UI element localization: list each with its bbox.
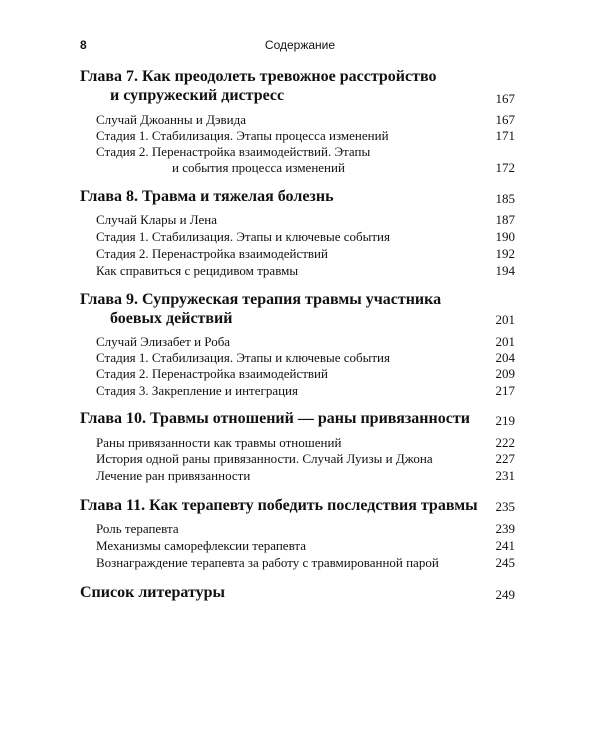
chapter-10-page: 219 [495, 413, 515, 428]
toc-entry-page: 241 [495, 538, 515, 553]
toc-entry[interactable]: Случай Элизабет и Роба [96, 334, 231, 349]
chapter-9-page: 201 [495, 312, 515, 327]
bibliography-page: 249 [495, 587, 515, 602]
chapter-7-title-line1[interactable]: Глава 7. Как преодолеть тревожное расстройство [80, 68, 437, 85]
toc-entry[interactable]: Раны привязанности как травмы отношений [96, 435, 342, 450]
chapter-8-title[interactable]: Глава 8. Травма и тяжелая болезнь [80, 188, 334, 205]
bibliography-title[interactable]: Список литературы [80, 584, 225, 601]
chapter-8-page: 185 [495, 191, 515, 206]
toc-entry-page: 167 [495, 112, 515, 127]
toc-entry[interactable]: Стадия 2. Перенастройка взаимодействий [96, 246, 328, 261]
toc-entry[interactable]: Случай Джоанны и Дэвида [96, 112, 247, 127]
toc-entry-line1[interactable]: Стадия 2. Перенастройка взаимодействий. Этапы [96, 144, 371, 159]
chapter-9-title-line1[interactable]: Глава 9. Супружеская терапия травмы участника [80, 291, 442, 308]
page-header [0, 0, 600, 60]
chapter-10-title[interactable]: Глава 10. Травмы отношений — раны привязанности [80, 410, 470, 427]
chapter-11-title[interactable]: Глава 11. Как терапевту победить последствия травмы [80, 497, 478, 514]
toc-entry[interactable]: Стадия 1. Стабилизация. Этапы и ключевые события [96, 350, 390, 365]
toc-entry-page: 245 [495, 555, 515, 570]
running-title: Содержание [264, 38, 336, 52]
toc-entry-page: 239 [495, 521, 515, 536]
toc-entry-page: 172 [495, 160, 515, 175]
toc-entry-page: 171 [495, 128, 515, 143]
toc-entry[interactable]: Роль терапевта [96, 521, 179, 536]
toc-entry-page: 227 [495, 451, 515, 466]
toc-entry-page: 194 [495, 263, 515, 278]
toc-entry[interactable]: Стадия 1. Стабилизация. Этапы и ключевые события [96, 229, 390, 244]
chapter-9-title-line2[interactable]: боевых действий [110, 310, 233, 327]
toc-entry[interactable]: Стадия 2. Перенастройка взаимодействий [96, 366, 328, 381]
toc-entry-page: 190 [495, 229, 515, 244]
toc-entry[interactable]: Стадия 1. Стабилизация. Этапы процесса изменений [96, 128, 389, 143]
toc-entry-line2[interactable]: и события процесса изменений [172, 160, 345, 175]
toc-entry[interactable]: Механизмы саморефлексии терапевта [96, 538, 306, 553]
toc-entry[interactable]: Как справиться с рецидивом травмы [96, 263, 299, 278]
chapter-7-page: 167 [495, 91, 515, 106]
toc-entry-page: 204 [495, 350, 515, 365]
toc-entry-page: 187 [495, 212, 515, 227]
toc-entry[interactable]: Случай Клары и Лена [96, 212, 218, 227]
toc-entry-page: 209 [495, 366, 515, 381]
toc-entry-page: 201 [495, 334, 515, 349]
toc-entry[interactable]: Вознаграждение терапевта за работу с травмированной парой [96, 555, 439, 570]
toc-entry-page: 222 [495, 435, 515, 450]
toc-entry-page: 231 [495, 468, 515, 483]
toc-entry[interactable]: Лечение ран привязанности [96, 468, 251, 483]
chapter-11-page: 235 [495, 499, 515, 514]
chapter-7-title-line2[interactable]: и супружеский дистресс [110, 87, 285, 104]
toc-entry-page: 217 [495, 383, 515, 398]
toc-entry[interactable]: Стадия 3. Закрепление и интеграция [96, 383, 298, 398]
toc-entry[interactable]: История одной раны привязанности. Случай Луизы и Джона [96, 451, 433, 466]
page-number: 8 [80, 38, 87, 52]
toc-entry-page: 192 [495, 246, 515, 261]
